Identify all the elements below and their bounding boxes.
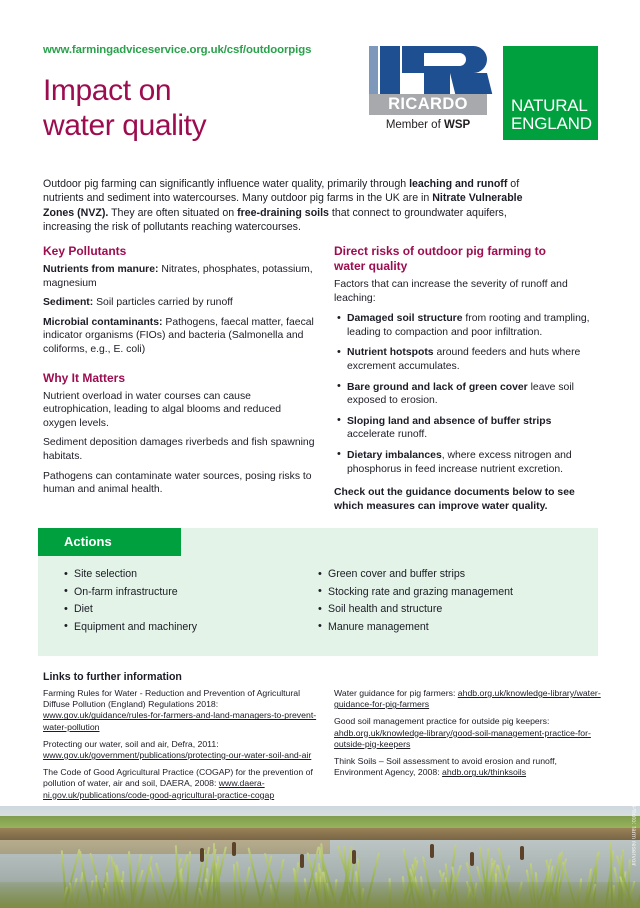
actions-left-column xyxy=(38,566,318,636)
ricardo-member-of-wsp xyxy=(369,119,487,132)
ricardo-r-mark-icon xyxy=(369,46,487,94)
cattail xyxy=(232,842,236,856)
actions-left-list xyxy=(38,566,318,636)
list-item xyxy=(347,381,602,408)
why-it-matters-heading: Why It Matters xyxy=(43,370,126,385)
link-description: Good soil management practice for outside pig keepers: xyxy=(334,716,550,727)
cattail xyxy=(300,854,304,868)
list-item xyxy=(347,312,602,339)
footer-photo xyxy=(0,806,640,908)
page-title-line1: Impact on xyxy=(43,74,172,107)
guidance-callout: Check out the guidance documents below to see which measures can improve water quality. xyxy=(334,487,575,512)
key-pollutant-label: Microbial contaminants: xyxy=(43,316,163,328)
key-pollutant-item xyxy=(43,263,315,290)
ricardo-wordmark: RICARDO xyxy=(369,94,487,115)
link-description: The Code of Good Agricultural Practice (COGAP) for the prevention of pollution of water, air and soil, DAERA, 2008: xyxy=(43,767,313,789)
site-url[interactable]: www.farmingadviceservice.org.uk/csf/outdoorpigs xyxy=(43,44,312,56)
why-it-matters-block xyxy=(43,371,315,497)
intro-text-4: that connect to groundwater aquifers, increasing the risk of pollutants reaching watercourses. xyxy=(43,206,507,234)
risk-text: accelerate runoff. xyxy=(347,429,428,441)
ne-line1: NATURAL xyxy=(511,96,588,115)
key-pollutant-text: Nitrates, phosphates, potassium, magnesium xyxy=(43,264,313,289)
risk-text: from rooting and trampling, leading to compaction and poor infiltration. xyxy=(347,313,590,338)
why-it-matters-paragraph: Sediment deposition damages riverbeds and fish spawning habitats. xyxy=(43,437,315,462)
left-column xyxy=(43,244,315,503)
intro-paragraph xyxy=(43,177,555,235)
direct-risks-list xyxy=(334,312,602,476)
link-url[interactable]: www.gov.uk/government/publications/protecting-our-water-soil-and-air xyxy=(43,750,312,761)
list-item[interactable]: • On-farm infrastructure xyxy=(74,584,318,602)
key-pollutant-item xyxy=(43,316,315,357)
page-header xyxy=(0,0,640,160)
link-description: Farming Rules for Water - Reduction and Prevention of Agricultural Diffuse Pollution (England) Regulations 2018: xyxy=(43,688,301,710)
actions-right-column xyxy=(318,566,598,636)
direct-risks-intro: Factors that can increase the severity of runoff and leaching: xyxy=(334,279,568,304)
actions-banner-label: Actions xyxy=(64,534,112,549)
intro-bold-nvz: Nitrate Vulnerable Zones (NVZ). xyxy=(43,192,523,219)
link-entry xyxy=(43,739,321,761)
actions-banner xyxy=(38,528,181,556)
link-entry xyxy=(334,756,606,778)
ne-line2: ENGLAND xyxy=(511,113,592,133)
link-url[interactable]: ahdb.org.uk/knowledge-library/water-guidance-for-pig-farmers xyxy=(334,688,601,710)
member-of-text: Member of xyxy=(385,119,444,131)
risk-label: Sloping land and absence of buffer strips xyxy=(347,415,552,427)
key-pollutants-heading: Key Pollutants xyxy=(43,244,127,258)
risk-text: , where excess nitrogen and phosphorus in feed increase nutrient excretion. xyxy=(347,449,572,475)
links-right-column xyxy=(334,688,606,784)
link-entry xyxy=(334,688,606,710)
risk-label: Dietary imbalances xyxy=(347,449,442,461)
risk-label: Bare ground and lack of green cover xyxy=(347,381,528,393)
risk-text: leave soil exposed to erosion. xyxy=(347,381,574,407)
natural-england-logo xyxy=(503,46,598,140)
key-pollutant-text: Soil particles carried by runoff xyxy=(93,297,233,309)
photo-foreground-grass xyxy=(0,882,640,908)
link-description: Think Soils – Soil assessment to avoid erosion and runoff, Environment Agency, 2008: xyxy=(334,756,557,778)
list-item[interactable]: • Green cover and buffer strips xyxy=(328,566,598,584)
cattail xyxy=(352,850,356,864)
risk-label: Nutrient hotspots xyxy=(347,347,434,359)
list-item xyxy=(347,415,602,442)
link-url[interactable]: ahdb.org.uk/thinksoils xyxy=(442,767,527,778)
intro-text-3: They are often situated on xyxy=(108,206,238,219)
right-column xyxy=(334,244,602,513)
actions-right-list xyxy=(318,566,598,636)
wsp-text: WSP xyxy=(443,119,471,131)
list-item[interactable]: • Manure management xyxy=(328,619,598,637)
list-item[interactable]: • Equipment and machinery xyxy=(74,619,318,637)
cattail xyxy=(520,846,524,860)
links-heading: Links to further information xyxy=(43,671,182,683)
key-pollutant-label: Nutrients from manure: xyxy=(43,264,159,275)
list-item[interactable]: • Stocking rate and grazing management xyxy=(328,584,598,602)
direct-risks-heading-line2: water quality xyxy=(334,259,408,273)
list-item xyxy=(347,449,602,476)
list-item[interactable]: • Soil health and structure xyxy=(328,601,598,619)
intro-bold-free-draining-soils: free-draining soils xyxy=(237,206,329,219)
direct-risks-heading xyxy=(334,244,602,274)
link-entry xyxy=(43,688,321,733)
risk-text: around feeders and huts where excrement accumulates. xyxy=(347,347,581,372)
link-entry xyxy=(43,767,321,801)
why-it-matters-paragraph: Pathogens can contaminate water sources, posing risks to human and animal health. xyxy=(43,470,312,496)
link-url[interactable]: www.daera-ni.gov.uk/publications/code-good-agricultural-practice-cogap xyxy=(43,778,275,800)
photo-shore xyxy=(0,840,330,854)
link-description: Protecting our water, soil and air, Defra, 2011: xyxy=(43,738,219,749)
why-it-matters-paragraph: Nutrient overload in water courses can cause eutrophication, leading to algal blooms and reduced oxygen levels. xyxy=(43,390,281,429)
links-left-column xyxy=(43,688,321,807)
list-item[interactable]: • Site selection xyxy=(74,566,318,584)
photo-credit: Photo: farm reservoir xyxy=(630,806,636,867)
direct-risks-heading-line1: Direct risks of outdoor pig farming to xyxy=(334,244,547,258)
link-url[interactable]: www.gov.uk/guidance/rules-for-farmers-and-land-managers-to-prevent-water-pollution xyxy=(43,710,317,732)
cattail xyxy=(200,848,204,862)
intro-text-1: Outdoor pig farming can significantly influence water quality, primarily through xyxy=(43,178,410,190)
actions-lists xyxy=(38,566,598,636)
page-title xyxy=(43,73,206,143)
ricardo-logo xyxy=(369,46,487,132)
key-pollutant-item xyxy=(43,296,315,310)
key-pollutant-text: Pathogens, faecal matter, faecal indicator organisms (FIOs) and bacteria (Salmonella and coliforms, e.g., E. coli) xyxy=(43,316,314,355)
link-entry xyxy=(334,716,606,750)
page-title-line2: water quality xyxy=(43,109,207,142)
link-url[interactable]: ahdb.org.uk/knowledge-library/good-soil-management-practice-for-outside-pig-keepers xyxy=(334,727,591,749)
risk-label: Damaged soil structure xyxy=(347,313,463,325)
link-description: Water guidance for pig farmers: xyxy=(334,688,458,698)
cattail xyxy=(470,852,474,866)
intro-text-2: of nutrients and sediment into watercourses. Many outdoor pig farms in the UK are in xyxy=(43,178,520,205)
intro-bold-leaching-runoff: leaching and runoff xyxy=(409,178,508,190)
cattail xyxy=(430,844,434,858)
key-pollutant-label: Sediment: xyxy=(43,297,94,309)
natural-england-wordmark xyxy=(511,97,592,132)
list-item[interactable]: • Diet xyxy=(74,601,318,619)
list-item xyxy=(347,346,602,373)
